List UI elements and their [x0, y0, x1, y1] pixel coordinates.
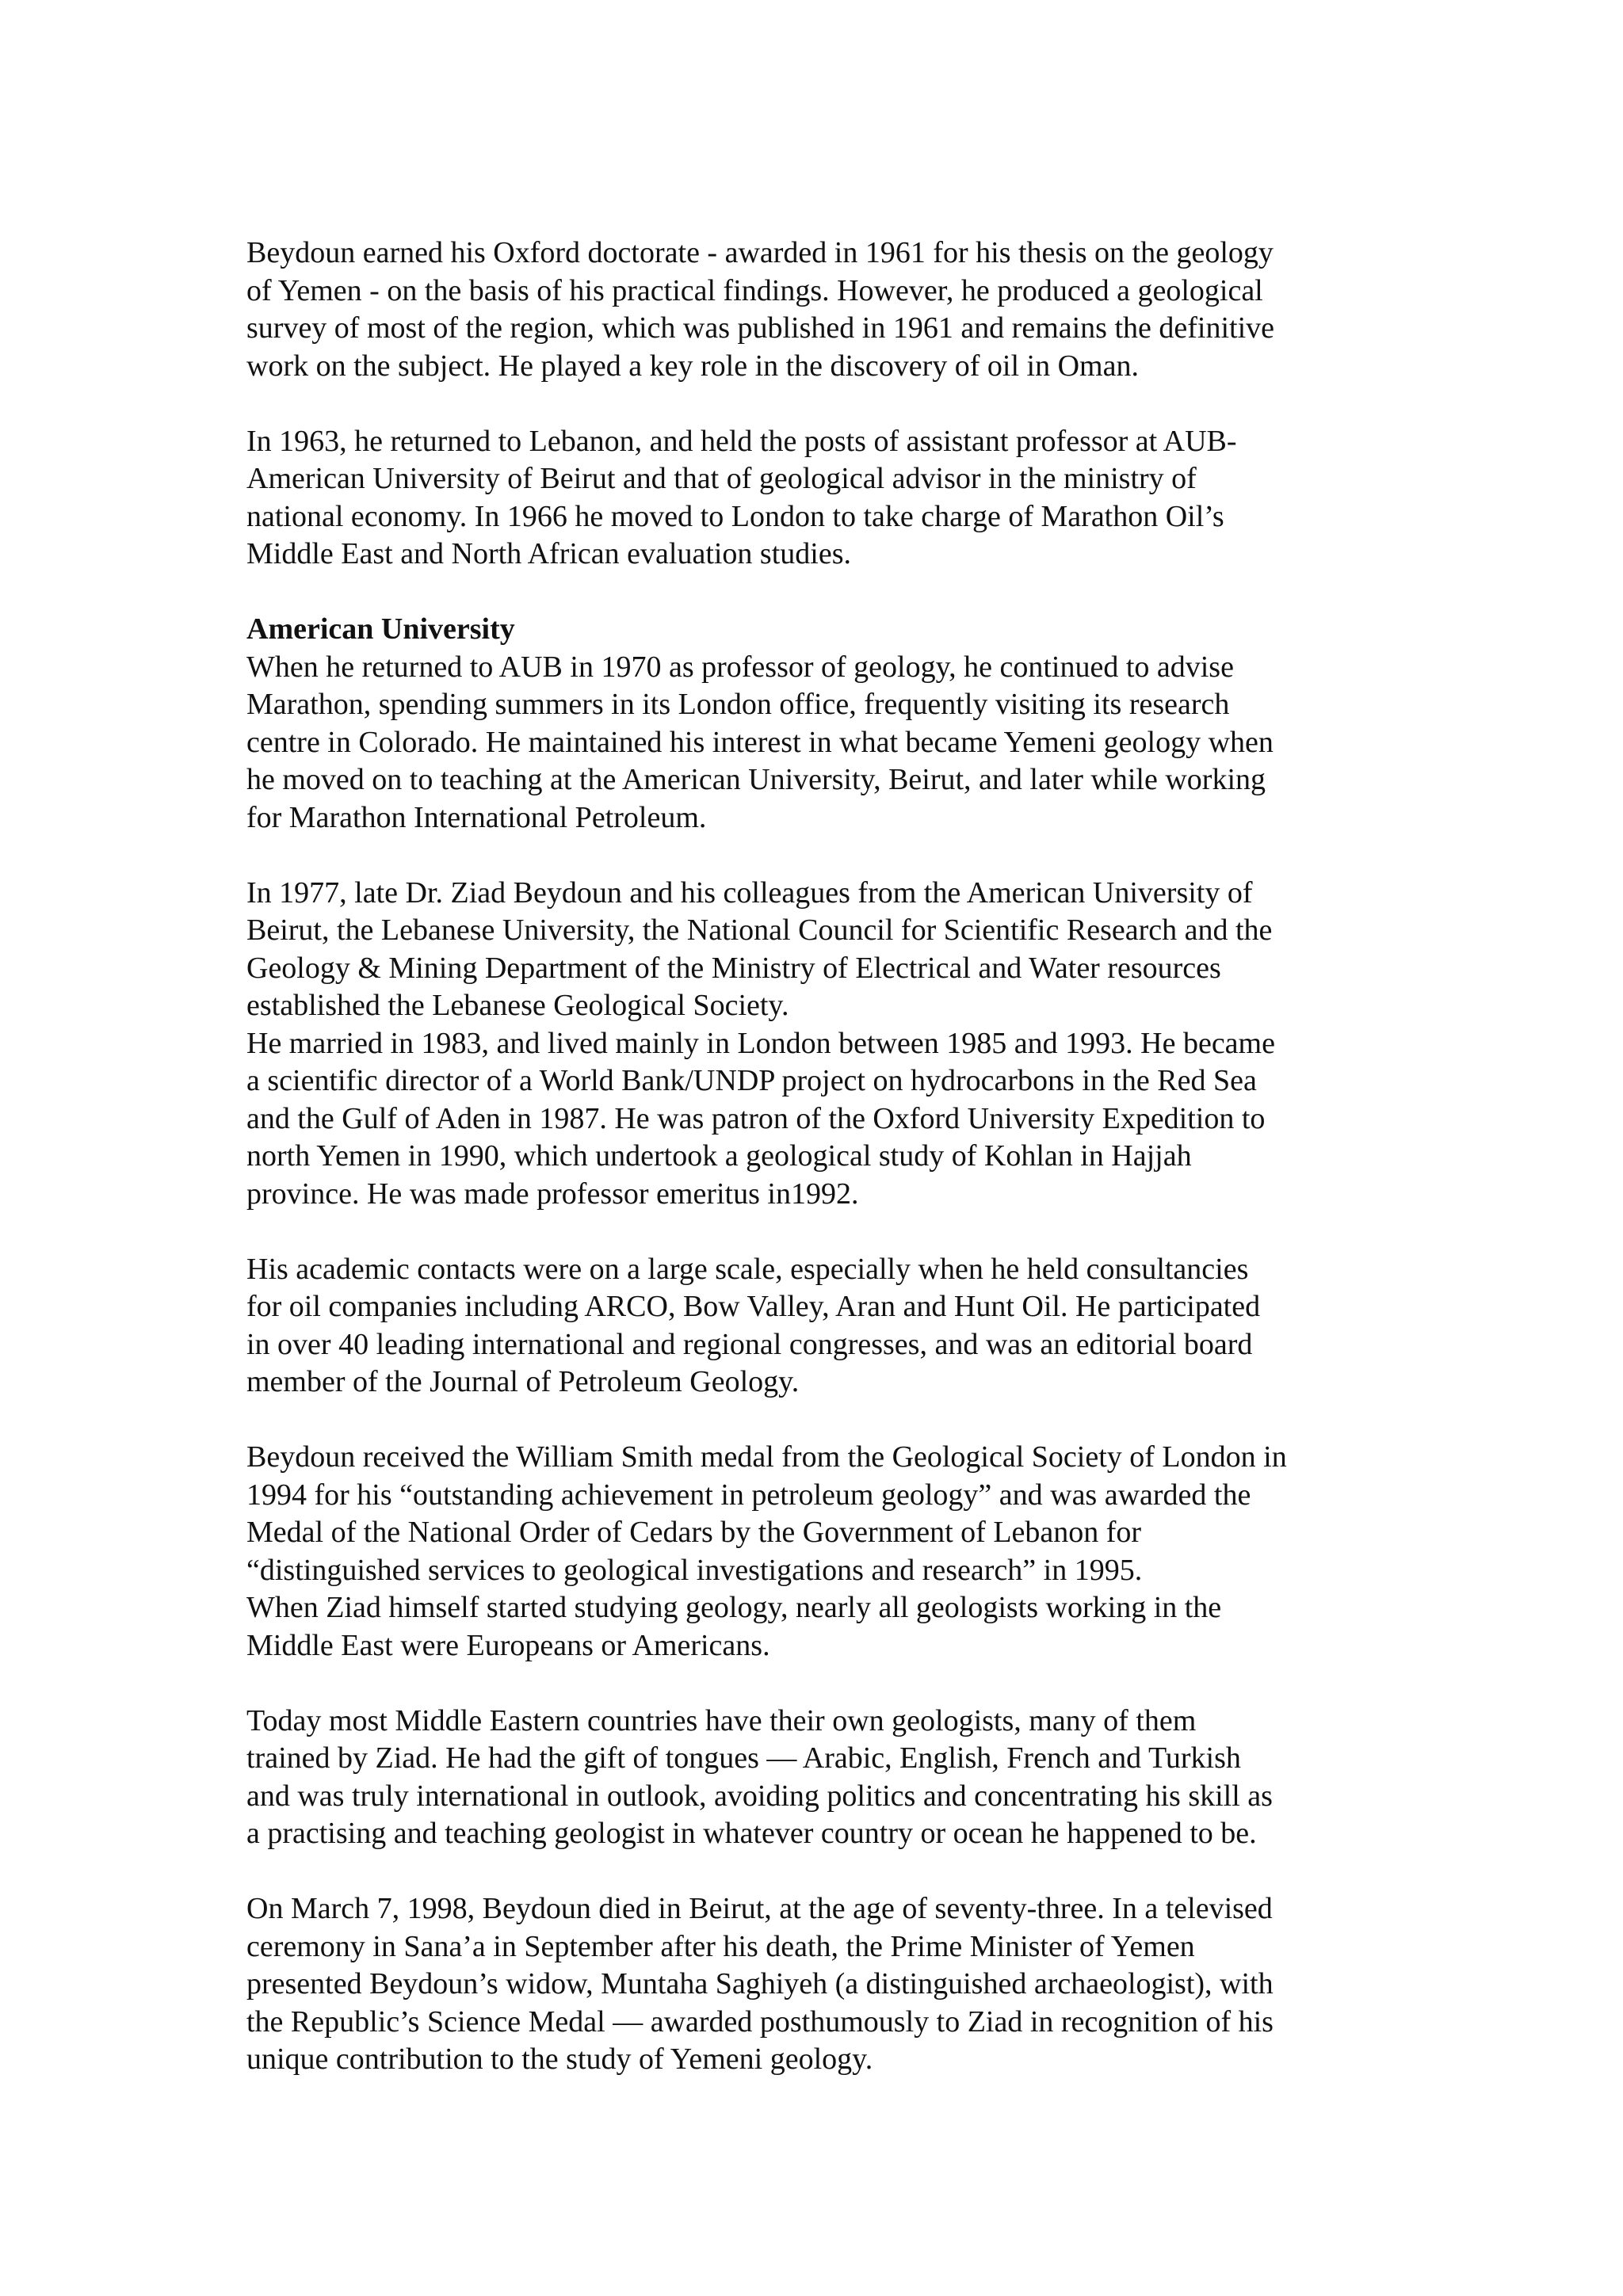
text-line: a practising and teaching geologist in whatever country or ocean he happened to be.	[246, 1817, 1257, 1850]
paragraph-geological-society	[246, 875, 1419, 1214]
text-line: Middle East were Europeans or Americans.	[246, 1628, 770, 1662]
text-line: When Ziad himself started studying geology, nearly all geologists working in the	[246, 1591, 1222, 1624]
paragraph-return-to-lebanon	[246, 423, 1419, 574]
text-line: centre in Colorado. He maintained his interest in what became Yemeni geology when	[246, 725, 1274, 759]
text-line: His academic contacts were on a large scale, especially when he held consultancies	[246, 1252, 1249, 1286]
text-line: trained by Ziad. He had the gift of tongues — Arabic, English, French and Turkish	[246, 1741, 1241, 1775]
paragraph-awards	[246, 1439, 1419, 1665]
text-line: for oil companies including ARCO, Bow Valley, Aran and Hunt Oil. He participated	[246, 1290, 1261, 1323]
text-line: presented Beydoun’s widow, Muntaha Saghiyeh (a distinguished archaeologist), with	[246, 1967, 1274, 2000]
text-line: Beydoun earned his Oxford doctorate - awarded in 1961 for his thesis on the geology	[246, 236, 1274, 269]
text-line: Medal of the National Order of Cedars by the Government of Lebanon for	[246, 1516, 1142, 1549]
text-line: province. He was made professor emeritus in1992.	[246, 1177, 859, 1211]
text-line: he moved on to teaching at the American University, Beirut, and later while working	[246, 763, 1266, 796]
text-line: for Marathon International Petroleum.	[246, 800, 707, 834]
text-line: When he returned to AUB in 1970 as professor of geology, he continued to advise	[246, 650, 1234, 684]
section-heading: American University	[246, 612, 515, 646]
document-page	[246, 235, 1419, 2079]
text-line: Middle East and North African evaluation studies.	[246, 537, 851, 570]
text-line: In 1977, late Dr. Ziad Beydoun and his colleagues from the American University of	[246, 875, 1253, 910]
text-line: He married in 1983, and lived mainly in London between 1985 and 1993. He became	[246, 1026, 1275, 1060]
text-line: American University of Beirut and that of geological advisor in the ministry of	[246, 462, 1197, 495]
text-line: member of the Journal of Petroleum Geology.	[246, 1365, 800, 1398]
text-line: survey of most of the region, which was published in 1961 and remains the definitive	[246, 311, 1275, 345]
text-line: “distinguished services to geological investigations and research” in 1995.	[246, 1553, 1143, 1587]
text-line: Geology & Mining Department of the Ministry of Electrical and Water resources	[246, 951, 1221, 985]
text-line: and was truly international in outlook, avoiding politics and concentrating his skill as	[246, 1779, 1273, 1813]
text-line: in over 40 leading international and regional congresses, and was an editorial board	[246, 1327, 1253, 1361]
paragraph-middle-eastern-geologists	[246, 1703, 1419, 1853]
text-line: Today most Middle Eastern countries have their own geologists, many of them	[246, 1703, 1197, 1737]
text-line: north Yemen in 1990, which undertook a geological study of Kohlan in Hajjah	[246, 1139, 1192, 1173]
text-line: national economy. In 1966 he moved to London to take charge of Marathon Oil’s	[246, 499, 1224, 533]
text-line: work on the subject. He played a key role in the discovery of oil in Oman.	[246, 349, 1139, 383]
paragraph-oxford-doctorate	[246, 235, 1419, 385]
text-line: In 1963, he returned to Lebanon, and held the posts of assistant professor at AUB-	[246, 424, 1237, 458]
paragraph-death-and-legacy	[246, 1890, 1419, 2079]
text-line: and the Gulf of Aden in 1987. He was patron of the Oxford University Expedition to	[246, 1101, 1266, 1135]
text-line: On March 7, 1998, Beydoun died in Beirut, at the age of seventy-three. In a televised	[246, 1892, 1273, 1925]
text-line: of Yemen - on the basis of his practical findings. However, he produced a geological	[246, 273, 1263, 307]
text-line: Marathon, spending summers in its London office, frequently visiting its research	[246, 688, 1230, 721]
text-line: the Republic’s Science Medal — awarded posthumously to Ziad in recognition of his	[246, 2004, 1274, 2039]
text-line: ceremony in Sana’a in September after his death, the Prime Minister of Yemen	[246, 1929, 1195, 1963]
paragraph-american-university	[246, 611, 1419, 837]
paragraph-academic-contacts	[246, 1251, 1419, 1402]
text-line: established the Lebanese Geological Society.	[246, 989, 789, 1022]
text-line: a scientific director of a World Bank/UNDP project on hydrocarbons in the Red Sea	[246, 1064, 1257, 1097]
text-line: unique contribution to the study of Yemeni geology.	[246, 2042, 873, 2076]
text-line: 1994 for his “outstanding achievement in petroleum geology” and was awarded the	[246, 1478, 1251, 1512]
text-line: Beirut, the Lebanese University, the National Council for Scientific Research and the	[246, 913, 1273, 947]
text-line: Beydoun received the William Smith medal from the Geological Society of London in	[246, 1440, 1287, 1474]
